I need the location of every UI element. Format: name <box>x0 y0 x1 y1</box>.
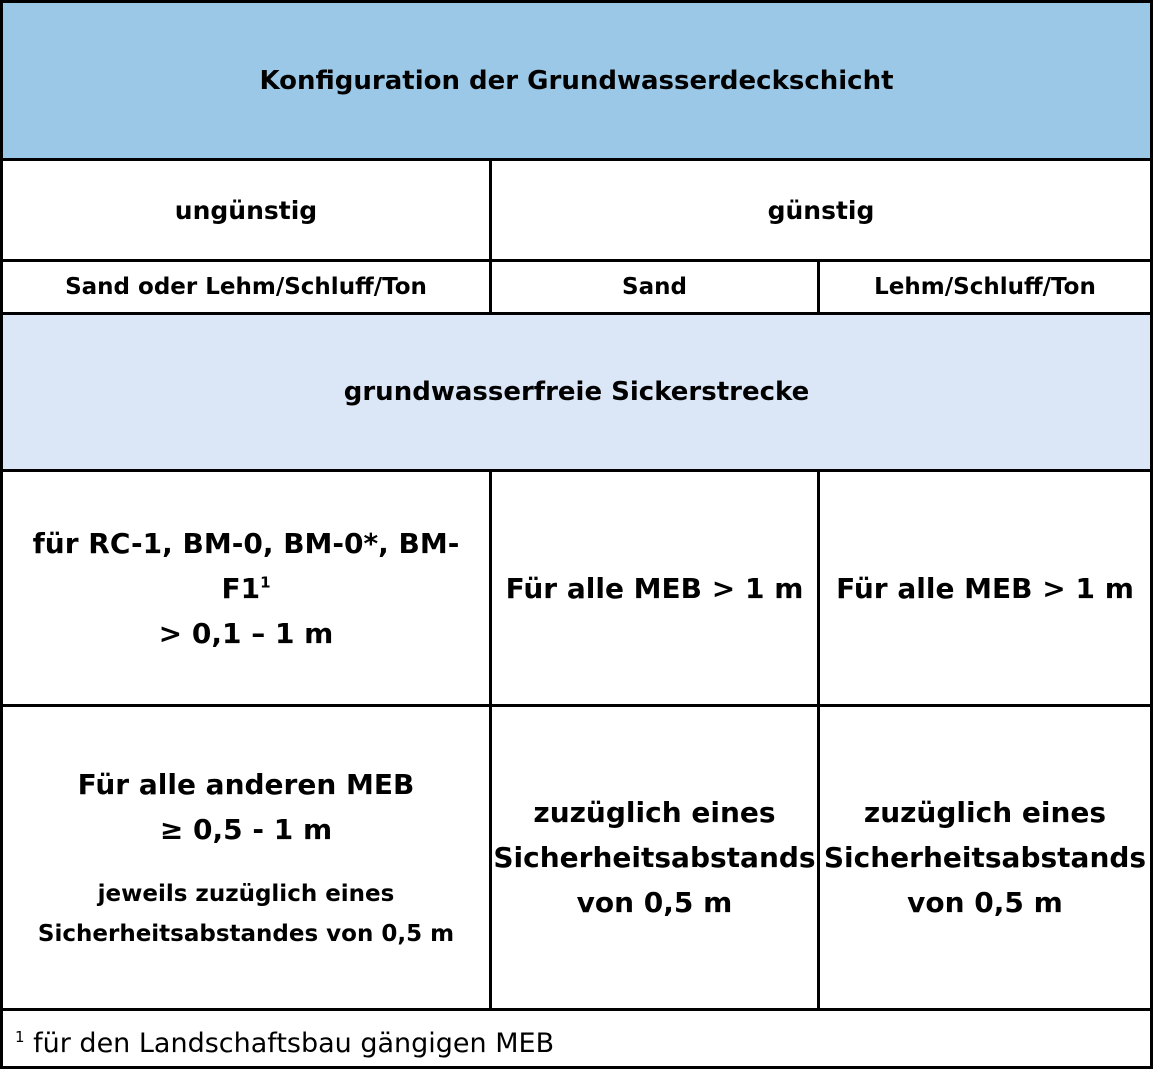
soil-favorable-loam-label: Lehm/Schluff/Ton <box>874 274 1096 300</box>
row2-favorable-loam-line3: von 0,5 m <box>907 886 1063 919</box>
row2-favorable-loam-line1: zuzüglich eines <box>863 796 1107 829</box>
soil-favorable-sand-label: Sand <box>622 274 687 300</box>
section-title-cell <box>0 312 1153 472</box>
soil-favorable-loam-cell <box>817 259 1153 315</box>
row1-favorable-loam-cell <box>817 469 1153 707</box>
table-title: Konfiguration der Grundwasserdeckschicht <box>259 65 894 96</box>
row2-unfavorable-cell <box>0 704 492 1011</box>
footnote-cell <box>0 1008 1153 1069</box>
row2-unfavorable-line3: jeweils zuzüglich eines <box>97 880 395 907</box>
group-unfavorable-cell <box>0 158 492 262</box>
row1-favorable-sand-text: Für alle MEB > 1 m <box>505 571 804 605</box>
footnote-marker: 1 <box>15 1028 25 1046</box>
row2-favorable-sand-line1: zuzüglich eines <box>533 796 776 829</box>
row2-favorable-sand-line3: von 0,5 m <box>576 886 733 919</box>
soil-favorable-sand-cell <box>489 259 820 315</box>
row2-unfavorable-line1: Für alle anderen MEB <box>77 767 415 801</box>
row2-favorable-sand-line2: Sicherheitsabstands <box>493 841 816 874</box>
soil-unfavorable-label: Sand oder Lehm/Schluff/Ton <box>65 274 427 300</box>
footnote-ref: 1 <box>260 573 271 592</box>
table-title-cell <box>0 0 1153 161</box>
row1-unfavorable-line1: für RC-1, BM-0, BM-0*, BM- <box>32 526 460 560</box>
row1-unfavorable-line3: > 0,1 – 1 m <box>158 616 334 650</box>
row1-favorable-loam-text: Für alle MEB > 1 m <box>836 571 1134 605</box>
group-favorable-cell <box>489 158 1153 262</box>
footnote-text: für den Landschaftsbau gängigen MEB <box>24 1028 555 1059</box>
row1-unfavorable-cell <box>0 469 492 707</box>
row2-unfavorable-line4: Sicherheitsabstandes von 0,5 m <box>37 920 455 947</box>
row2-unfavorable-line2: ≥ 0,5 - 1 m <box>159 812 333 846</box>
group-favorable-label: günstig <box>767 195 875 225</box>
row1-unfavorable-line2: $F1^1$ <box>221 571 271 605</box>
footnote <box>15 1028 554 1059</box>
group-unfavorable-label: ungünstig <box>174 195 318 225</box>
section-title: grundwasserfreie Sickerstrecke <box>343 377 810 407</box>
row2-favorable-loam-cell <box>817 704 1153 1011</box>
row1-favorable-sand-cell <box>489 469 820 707</box>
row2-favorable-sand-cell <box>489 704 820 1011</box>
soil-unfavorable-cell <box>0 259 492 315</box>
row2-favorable-loam-line2: Sicherheitsabstands <box>823 841 1147 874</box>
